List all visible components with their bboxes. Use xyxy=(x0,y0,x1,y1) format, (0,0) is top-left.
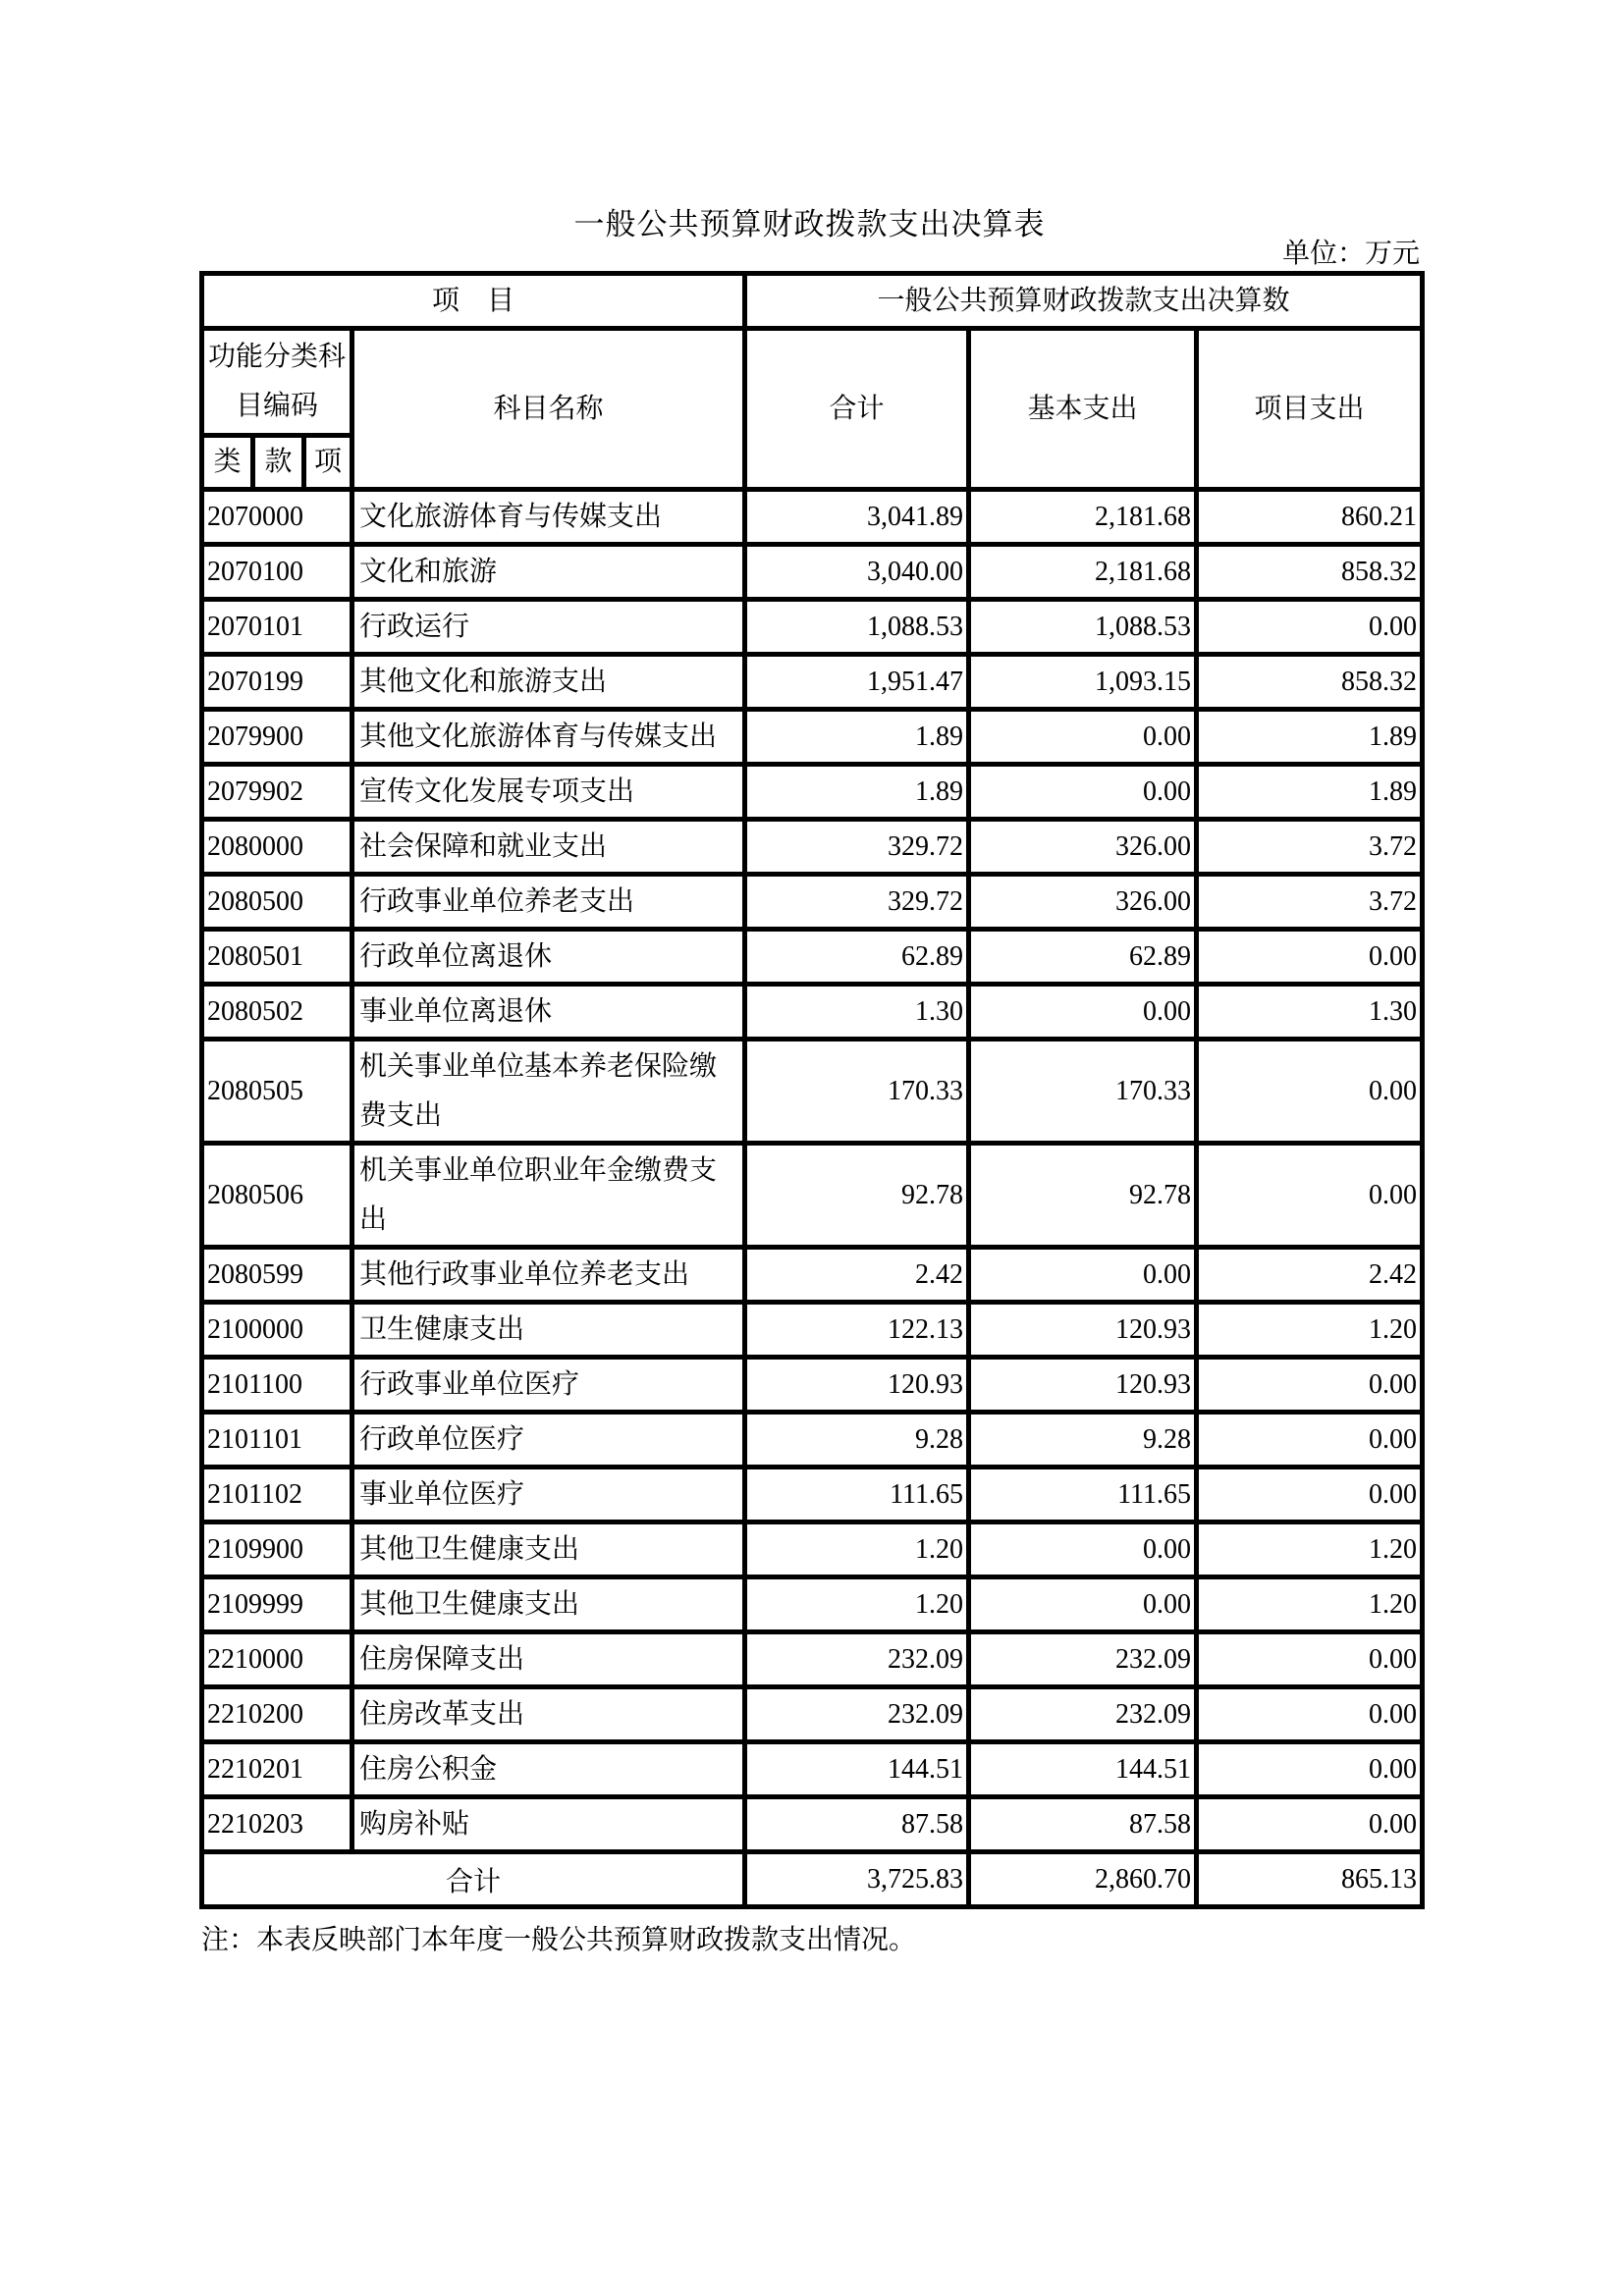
table-row xyxy=(202,710,1423,765)
row-basic-value: 87.58 xyxy=(969,1797,1197,1852)
row-project-value: 858.32 xyxy=(1197,655,1423,710)
row-project-value: 1.89 xyxy=(1197,710,1423,765)
row-project-value: 1.89 xyxy=(1197,765,1423,820)
row-name: 卫生健康支出 xyxy=(352,1303,745,1358)
row-project-value: 3.72 xyxy=(1197,820,1423,875)
table-row xyxy=(202,600,1423,655)
row-name: 行政单位离退休 xyxy=(352,930,745,985)
row-project-value: 0.00 xyxy=(1197,1040,1423,1144)
unit-label: 单位：万元 xyxy=(1281,239,1420,269)
row-basic-value: 232.09 xyxy=(969,1632,1197,1687)
row-project-value: 0.00 xyxy=(1197,1797,1423,1852)
table-row xyxy=(202,490,1423,545)
row-project-value: 0.00 xyxy=(1197,1632,1423,1687)
row-project-value: 1.30 xyxy=(1197,985,1423,1040)
table-body xyxy=(202,490,1423,1852)
row-name: 行政运行 xyxy=(352,600,745,655)
row-name: 行政单位医疗 xyxy=(352,1413,745,1468)
table-row xyxy=(202,1040,1423,1144)
row-code: 2210000 xyxy=(202,1632,352,1687)
row-name: 事业单位医疗 xyxy=(352,1468,745,1522)
table-row xyxy=(202,1413,1423,1468)
row-code: 2210200 xyxy=(202,1687,352,1742)
row-code: 2101101 xyxy=(202,1413,352,1468)
header-project-col: 项目支出 xyxy=(1197,329,1423,490)
row-total-value: 1.89 xyxy=(745,765,969,820)
header-total-col: 合计 xyxy=(745,329,969,490)
row-code: 2080501 xyxy=(202,930,352,985)
row-total-value: 232.09 xyxy=(745,1687,969,1742)
row-name: 机关事业单位职业年金缴费支出 xyxy=(352,1144,745,1248)
header-project-group: 项 目 xyxy=(202,274,745,329)
table-row xyxy=(202,1577,1423,1632)
row-basic-value: 144.51 xyxy=(969,1742,1197,1797)
row-project-value: 0.00 xyxy=(1197,1358,1423,1413)
table-row xyxy=(202,1522,1423,1577)
row-basic-value: 120.93 xyxy=(969,1358,1197,1413)
row-name: 住房公积金 xyxy=(352,1742,745,1797)
row-name: 购房补贴 xyxy=(352,1797,745,1852)
header-group-row xyxy=(202,274,1423,329)
row-total-value: 1,088.53 xyxy=(745,600,969,655)
row-total-value: 329.72 xyxy=(745,875,969,930)
row-project-value: 0.00 xyxy=(1197,1413,1423,1468)
row-total-value: 92.78 xyxy=(745,1144,969,1248)
header-amount-group: 一般公共预算财政拨款支出决算数 xyxy=(745,274,1423,329)
row-code: 2080500 xyxy=(202,875,352,930)
header-code-class: 类 xyxy=(202,436,253,490)
row-basic-value: 0.00 xyxy=(969,985,1197,1040)
row-project-value: 2.42 xyxy=(1197,1248,1423,1303)
table-row xyxy=(202,875,1423,930)
total-project-value: 865.13 xyxy=(1197,1852,1423,1907)
row-project-value: 1.20 xyxy=(1197,1303,1423,1358)
header-code-section: 款 xyxy=(253,436,304,490)
row-project-value: 0.00 xyxy=(1197,1687,1423,1742)
row-total-value: 62.89 xyxy=(745,930,969,985)
row-code: 2101102 xyxy=(202,1468,352,1522)
row-total-value: 120.93 xyxy=(745,1358,969,1413)
row-code: 2070199 xyxy=(202,655,352,710)
table-row xyxy=(202,655,1423,710)
table-row xyxy=(202,1687,1423,1742)
header-main-row xyxy=(202,329,1423,436)
row-name: 宣传文化发展专项支出 xyxy=(352,765,745,820)
row-code: 2070101 xyxy=(202,600,352,655)
table-row xyxy=(202,820,1423,875)
row-total-value: 144.51 xyxy=(745,1742,969,1797)
table-row xyxy=(202,1358,1423,1413)
row-project-value: 1.20 xyxy=(1197,1522,1423,1577)
row-code: 2101100 xyxy=(202,1358,352,1413)
row-name: 住房保障支出 xyxy=(352,1632,745,1687)
row-code: 2109900 xyxy=(202,1522,352,1577)
row-code: 2070000 xyxy=(202,490,352,545)
row-total-value: 87.58 xyxy=(745,1797,969,1852)
row-total-value: 1.89 xyxy=(745,710,969,765)
header-basic-col: 基本支出 xyxy=(969,329,1197,490)
row-code: 2100000 xyxy=(202,1303,352,1358)
table-row xyxy=(202,1742,1423,1797)
row-total-value: 111.65 xyxy=(745,1468,969,1522)
row-project-value: 0.00 xyxy=(1197,600,1423,655)
table-header xyxy=(202,274,1423,490)
row-code: 2070100 xyxy=(202,545,352,600)
row-name: 其他行政事业单位养老支出 xyxy=(352,1248,745,1303)
row-code: 2079900 xyxy=(202,710,352,765)
row-total-value: 3,041.89 xyxy=(745,490,969,545)
row-total-value: 122.13 xyxy=(745,1303,969,1358)
row-total-value: 1,951.47 xyxy=(745,655,969,710)
row-name: 行政事业单位医疗 xyxy=(352,1358,745,1413)
row-total-value: 1.30 xyxy=(745,985,969,1040)
row-project-value: 860.21 xyxy=(1197,490,1423,545)
total-sum-value: 3,725.83 xyxy=(745,1852,969,1907)
row-name: 机关事业单位基本养老保险缴费支出 xyxy=(352,1040,745,1144)
row-name: 文化旅游体育与传媒支出 xyxy=(352,490,745,545)
row-project-value: 3.72 xyxy=(1197,875,1423,930)
table-row xyxy=(202,985,1423,1040)
header-name-col: 科目名称 xyxy=(352,329,745,490)
row-code: 2080000 xyxy=(202,820,352,875)
row-total-value: 3,040.00 xyxy=(745,545,969,600)
row-name: 其他卫生健康支出 xyxy=(352,1522,745,1577)
row-total-value: 1.20 xyxy=(745,1577,969,1632)
row-code: 2080506 xyxy=(202,1144,352,1248)
row-name: 其他卫生健康支出 xyxy=(352,1577,745,1632)
row-basic-value: 326.00 xyxy=(969,820,1197,875)
table-row xyxy=(202,1468,1423,1522)
row-basic-value: 0.00 xyxy=(969,1577,1197,1632)
row-project-value: 0.00 xyxy=(1197,930,1423,985)
row-project-value: 1.20 xyxy=(1197,1577,1423,1632)
table-row xyxy=(202,1797,1423,1852)
row-total-value: 2.42 xyxy=(745,1248,969,1303)
row-project-value: 0.00 xyxy=(1197,1144,1423,1248)
row-name: 行政事业单位养老支出 xyxy=(352,875,745,930)
page-title: 一般公共预算财政拨款支出决算表 xyxy=(573,207,1046,241)
row-code: 2080599 xyxy=(202,1248,352,1303)
table-row xyxy=(202,1248,1423,1303)
row-basic-value: 9.28 xyxy=(969,1413,1197,1468)
row-code: 2080505 xyxy=(202,1040,352,1144)
table-row xyxy=(202,1303,1423,1358)
row-basic-value: 0.00 xyxy=(969,710,1197,765)
row-name: 文化和旅游 xyxy=(352,545,745,600)
row-code: 2210203 xyxy=(202,1797,352,1852)
table-row xyxy=(202,545,1423,600)
header-code-group: 功能分类科目编码 xyxy=(202,329,352,436)
row-code: 2080502 xyxy=(202,985,352,1040)
row-basic-value: 0.00 xyxy=(969,765,1197,820)
row-name: 社会保障和就业支出 xyxy=(352,820,745,875)
table-row xyxy=(202,1144,1423,1248)
row-basic-value: 0.00 xyxy=(969,1522,1197,1577)
row-basic-value: 1,093.15 xyxy=(969,655,1197,710)
row-basic-value: 92.78 xyxy=(969,1144,1197,1248)
row-name: 其他文化和旅游支出 xyxy=(352,655,745,710)
row-name: 事业单位离退休 xyxy=(352,985,745,1040)
footnote: 注：本表反映部门本年度一般公共预算财政拨款支出情况。 xyxy=(201,1925,917,1955)
row-basic-value: 111.65 xyxy=(969,1468,1197,1522)
header-code-item: 项 xyxy=(304,436,352,490)
total-label: 合计 xyxy=(202,1852,745,1907)
row-name: 其他文化旅游体育与传媒支出 xyxy=(352,710,745,765)
row-project-value: 0.00 xyxy=(1197,1742,1423,1797)
row-project-value: 858.32 xyxy=(1197,545,1423,600)
row-total-value: 329.72 xyxy=(745,820,969,875)
row-basic-value: 232.09 xyxy=(969,1687,1197,1742)
row-basic-value: 62.89 xyxy=(969,930,1197,985)
expenditure-table xyxy=(199,271,1425,1909)
row-code: 2109999 xyxy=(202,1577,352,1632)
row-basic-value: 2,181.68 xyxy=(969,545,1197,600)
table-row xyxy=(202,1632,1423,1687)
table-footer xyxy=(202,1852,1423,1907)
table-row xyxy=(202,765,1423,820)
row-code: 2210201 xyxy=(202,1742,352,1797)
row-basic-value: 0.00 xyxy=(969,1248,1197,1303)
row-code: 2079902 xyxy=(202,765,352,820)
row-basic-value: 1,088.53 xyxy=(969,600,1197,655)
row-project-value: 0.00 xyxy=(1197,1468,1423,1522)
row-basic-value: 326.00 xyxy=(969,875,1197,930)
row-basic-value: 2,181.68 xyxy=(969,490,1197,545)
row-basic-value: 120.93 xyxy=(969,1303,1197,1358)
row-total-value: 1.20 xyxy=(745,1522,969,1577)
row-name: 住房改革支出 xyxy=(352,1687,745,1742)
total-row xyxy=(202,1852,1423,1907)
total-basic-value: 2,860.70 xyxy=(969,1852,1197,1907)
row-total-value: 9.28 xyxy=(745,1413,969,1468)
row-total-value: 232.09 xyxy=(745,1632,969,1687)
table-row xyxy=(202,930,1423,985)
row-basic-value: 170.33 xyxy=(969,1040,1197,1144)
row-total-value: 170.33 xyxy=(745,1040,969,1144)
